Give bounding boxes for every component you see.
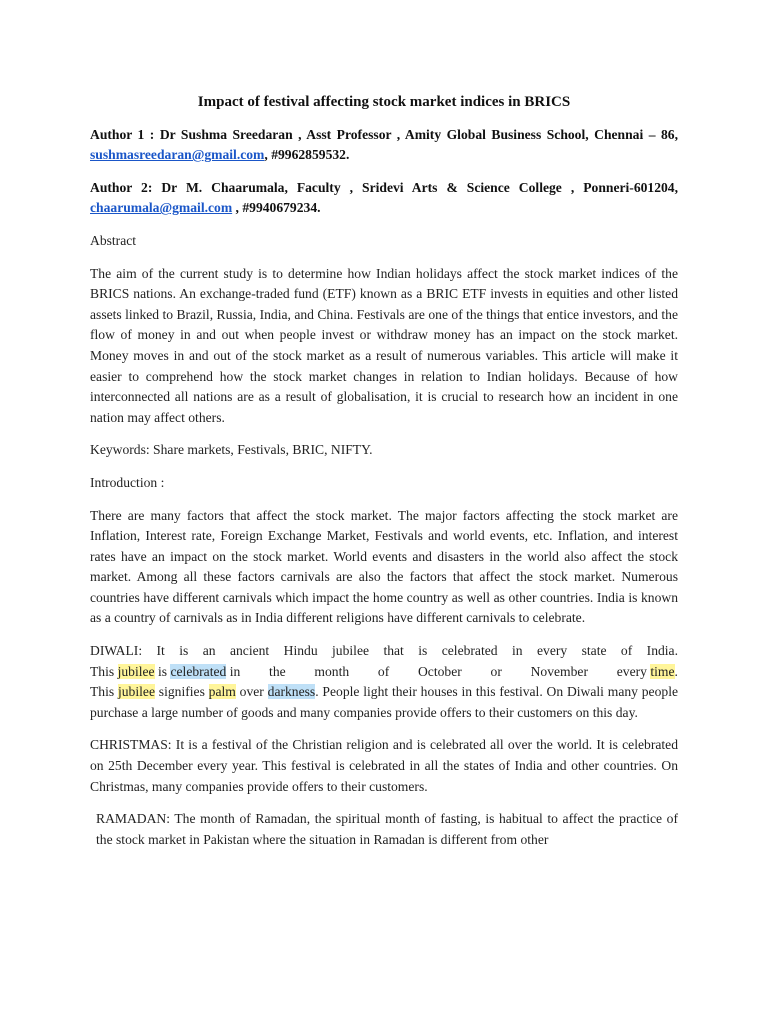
- keywords-line: Keywords: Share markets, Festivals, BRIC, NIFTY.: [90, 442, 373, 458]
- introduction-heading: Introduction :: [90, 474, 165, 490]
- highlight-jubilee: jubilee: [117, 663, 155, 679]
- author-2-phone: , #9940679234.: [232, 200, 321, 216]
- word-signifies: signifies: [154, 684, 209, 700]
- abstract-paragraph: The aim of the current study is to determine how Indian holidays affect the stock market indices of the BRICS nations. An exchange-traded fund (ETF) known as a BRIC ETF invests in equities and other listed assets linked to Brazil, Russia, India, and China. Festivals are one of the things that entice investors, and the flow of money in and out when people invest or withdraw money has an impact on the stock market. Money moves in and out of the stock market as a result of numerous variables. This article will make it easier to comprehend how the stock market changes in relation to Indian holidays. Because of how interconnected all nations are as a result of globalisation, it is crucial to research how an incident in one nation may affect others.: [90, 265, 678, 425]
- author-1: [90, 125, 678, 166]
- highlight-jubilee-2: jubilee: [117, 684, 155, 700]
- word-over: over: [235, 684, 268, 700]
- word-every: every: [616, 663, 647, 679]
- highlight-celebrated: celebrated: [170, 663, 227, 679]
- author-1-details: Author 1 : Dr Sushma Sreedaran , Asst Professor , Amity Global Business School, Chennai – 86,: [90, 126, 678, 142]
- introduction-paragraph: There are many factors that affect the stock market. The major factors affecting the stock market are Inflation, Interest rate, Foreign Exchange Market, Festivals and world events, etc. Inflation, and interest rates have an impact on the stock market. World events and disasters in the world also affect the stock market. Among all these factors carnivals are also the factors that affect the stock market. Numerous countries have different carnivals which impact the home country as well as other countries. India is known as a country of carnivals as in India different religions have different carnivals to celebrate.: [90, 507, 678, 626]
- word-of: of: [377, 663, 390, 679]
- paper-title: Impact of festival affecting stock market indices in BRICS: [197, 94, 571, 110]
- christmas-paragraph: CHRISTMAS: It is a festival of the Christian religion and is celebrated all over the world. It is celebrated on 25th December every year. This festival is celebrated in all the states of India and other countries. On Christmas, many companies provide offers to their customers.: [90, 737, 678, 794]
- author-1-email-link[interactable]: sushmasreedaran@gmail.com: [90, 147, 265, 163]
- word-in: in: [229, 663, 241, 679]
- author-2-details: Author 2: Dr M. Chaarumala, Faculty , Sridevi Arts & Science College , Ponneri-601204,: [90, 179, 678, 195]
- diwali-line-3-and-rest: [90, 682, 678, 723]
- highlight-darkness: darkness: [267, 684, 316, 700]
- ramadan-paragraph: RAMADAN: The month of Ramadan, the spiritual month of fasting, is habitual to affect the practice of the stock market in Pakistan where the situation in Ramadan is different from other: [96, 811, 678, 847]
- diwali-rest: . People light their houses in this festival. On Diwali many people purchase a large number of goods and many companies provide offers to their customers on this day.: [90, 684, 678, 720]
- word-this: This: [90, 663, 115, 679]
- abstract-heading: Abstract: [90, 232, 137, 248]
- word-period: .: [674, 663, 678, 679]
- word-or: or: [490, 663, 502, 679]
- word-is: is: [157, 663, 168, 679]
- document-body: [90, 92, 678, 862]
- diwali-line-1: DIWALI: It is an ancient Hindu jubilee that is celebrated in every state of India.: [90, 643, 678, 659]
- highlight-time: time: [650, 663, 675, 679]
- word-october: October: [417, 663, 462, 679]
- word-month: month: [314, 663, 350, 679]
- diwali-line-2: [90, 662, 678, 683]
- author-2: [90, 178, 678, 219]
- word-november: November: [530, 663, 588, 679]
- highlight-palm: palm: [208, 684, 236, 700]
- word-this-2: This: [90, 684, 118, 700]
- word-the: the: [269, 663, 286, 679]
- diwali-paragraph: [90, 641, 678, 723]
- author-2-email-link[interactable]: chaarumala@gmail.com: [90, 200, 233, 216]
- author-1-phone: , #9962859532.: [264, 147, 350, 163]
